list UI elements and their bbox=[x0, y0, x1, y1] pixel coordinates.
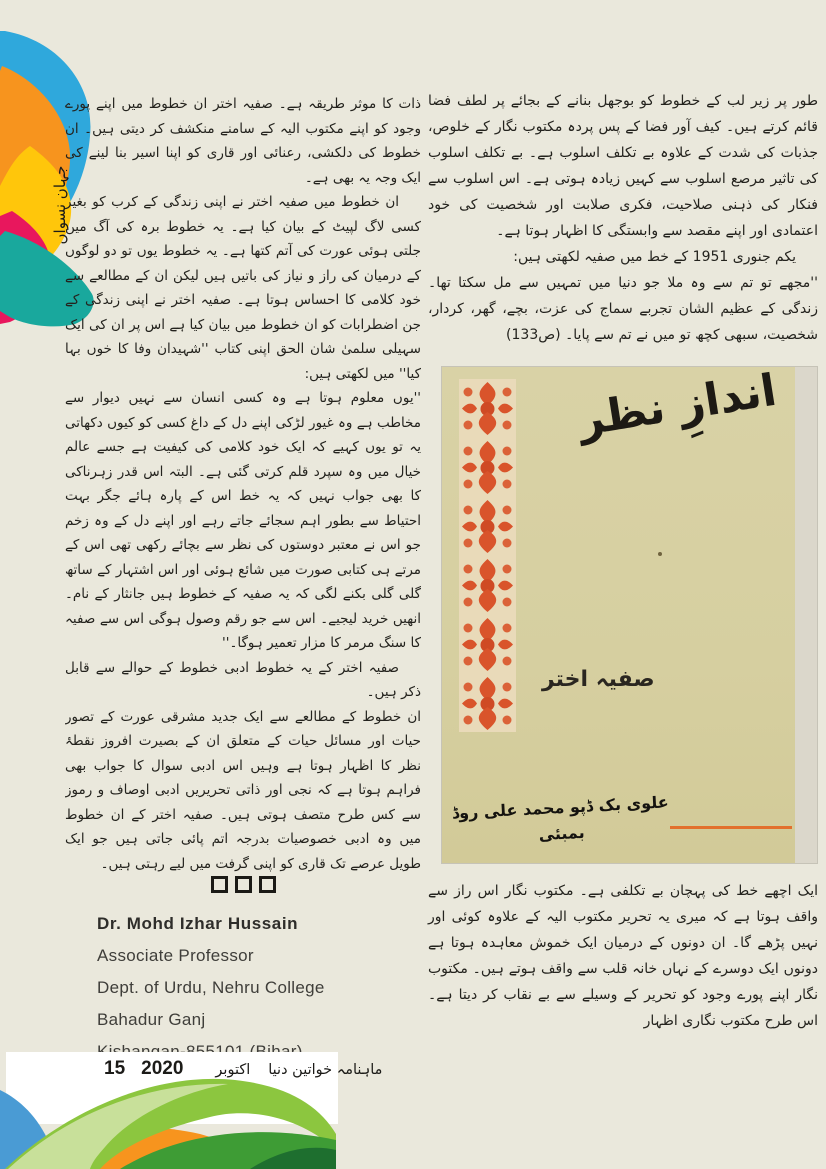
author-credit-block bbox=[97, 908, 325, 1068]
author-designation: Associate Professor bbox=[97, 946, 254, 965]
book-title-calligraphy: اندازِ نظر bbox=[574, 364, 780, 447]
blockquote-salma: ''یوں معلوم ہوتا ہے وہ کسی انسان سے نہیں دیوار سے مخاطب ہے وہ غیور لڑکی اپنے دل کے داغ کسی کو کیوں دکھاتی یہ تو یوں کہیے کہ ایک خود کلامی کی کیفیت ہے جسے عالم خیال میں وہ سپرد قلم کرتی گئی ہے۔ البتہ اس قدر زہرناکی کا بھی جواب نہیں کہ یہ خط اس کے پارہ ہائے جگر بہت احتیاط سے بطور اہم سجائے جاتے رہے اور اپنے دل کے وہ زخم جو اس نے معتبر دوستوں کی نظر سے بچائے رکھی تھی اس کے مرتے ہی کتابی صورت میں شائع ہوئی اور اس اشتہار کے ساتھ گلی گلی بکنے لگی کہ یہ صفیہ کے خطوط ہیں جانثار کے نام۔ انھیں خرید لیجیے۔ اس سے جو رقم وصول ہوگی اس سے صفیہ کا سنگ مرمر کا مزار تعمیر ہوگا۔'' bbox=[65, 390, 421, 651]
paragraph-style: طور پر زیر لب کے خطوط کو بوجھل بنانے کے بجائے پر لطف فضا قائم کرتے ہیں۔ کیف آور فضا کے پس پردہ مکتوب نگار کے خلوص، جذبات کی شدت کے علاوہ بے تکلف اسلوب ہے۔ بے تکلف اسلوب کی تاثیر مرصع اسلوب سے کہیں زیادہ ہوتی ہے۔ اس اسلوب سے فنکار کی ذہنی صلاحیت، فکری صلابت اور شخصیت کی خود اعتمادی اور اپنے مقصد سے وابستگی کا اظہار ہوتا ہے۔ bbox=[428, 93, 818, 239]
paragraph-closing: ایک اچھے خط کی پہچان بے تکلفی ہے۔ مکتوب نگار اس راز سے واقف ہوتا ہے کہ میری یہ تحریر مکتوب الیہ کے علاوہ کوئی اور نہیں پڑھے گا۔ ان دونوں کے درمیان ایک خموش معاہدہ ہوتا ہے دونوں ایک دوسرے کے نہاں خانہ قلب سے واقف ہوتے ہیں۔ مکتوب نگار اپنے پورے وجود کو تحریر کے وسیلے سے بے نقاب کر دیتا ہے۔ اس طرح مکتوب نگاری اظہار bbox=[428, 883, 818, 1029]
floral-border-ornament bbox=[459, 379, 516, 732]
square-icon bbox=[211, 876, 228, 893]
quote-intro-line: یکم جنوری 1951 کے خط میں صفیہ لکھتی ہیں: bbox=[513, 249, 796, 265]
publisher-rule bbox=[670, 826, 792, 829]
magazine-vertical-masthead: جہان نسواں bbox=[51, 165, 69, 245]
author-area: Bahadur Ganj bbox=[97, 1010, 206, 1029]
footer bbox=[104, 1058, 382, 1080]
swoosh-graphic bbox=[0, 1072, 336, 1169]
author-department: Dept. of Urdu, Nehru College bbox=[97, 978, 325, 997]
page-number: 15 bbox=[104, 1058, 126, 1079]
scan-speck bbox=[658, 552, 662, 556]
right-column bbox=[428, 88, 818, 1034]
book-cover bbox=[442, 364, 795, 863]
blockquote-1951: ''مجھے تو تم سے وہ ملا جو دنیا میں تمہیں سے مل سکتا تھا۔ زندگی کے عظیم الشان تجربے سماج کی عزت، بچے، گھر، کردار، شخصیت، سبھی کچھ تو میں نے تم سے پایا۔ (ص133) bbox=[428, 275, 818, 343]
footer-magazine-name: ماہنامہ خواتین دنیا bbox=[268, 1062, 383, 1078]
paragraph-literary: صفیہ اختر کے یہ خطوط ادبی خطوط کے حوالے سے قابل ذکر ہیں۔ bbox=[65, 659, 421, 700]
footer-year: 2020 bbox=[141, 1058, 184, 1079]
paragraph-letters: ان خطوط میں صفیہ اختر نے اپنی زندگی کے کرب کو بغیر کسی لاگ لپیٹ کے بیان کیا ہے۔ یہ خطوط برہ کی آگ میں جلتی ہوئی عورت کی آتم کتھا ہے۔ یہ خطوط یوں تو دو لوگوں کے درمیان کی راز و نیاز کی باتیں ہیں لیکن ان کے مطالعے سے خود کلامی کا احساس ہوتا ہے۔ صفیہ اختر نے اپنی زندگی کے جن اضطرابات کو ان خطوط میں بیان کیا ہے اس پر ان کی ایک سہیلی سلمیٰ شان الحق اپنی کتاب ''شہیدان وفا کا خوں بہا کیا'' میں لکھتی ہیں: bbox=[65, 194, 421, 382]
paragraph-study: ان خطوط کے مطالعے سے ایک جدید مشرقی عورت کے تصور حیات اور مسائل حیات کے متعلق ان کے بصیرت افروز نقطۂ نظر کا اظہار ہوتا ہے وہیں اس ادبی سوال کا جواب بھی فراہم ہوتا ہے کہ نجی اور ذاتی تحریریں ادبی اوصاف و رموز سے کس طرح متصف ہوتی ہیں۔ صفیہ اختر کے ان خطوط میں وہ ادبی خصوصیات بدرجہ اتم پائی جاتی ہیں جو ایک طویل عرصے تک قاری کو اپنی گرفت میں لیے رہتی ہیں۔ bbox=[65, 708, 421, 872]
square-icon bbox=[259, 876, 276, 893]
book-publisher-line: علوی بک ڈپو محمد علی روڈ بمبئی bbox=[451, 792, 670, 845]
left-column bbox=[65, 92, 421, 876]
square-icon bbox=[235, 876, 252, 893]
footer-month: اکتوبر bbox=[215, 1062, 251, 1078]
section-end-squares bbox=[65, 876, 421, 893]
book-author-name: صفیہ اختر bbox=[542, 667, 655, 692]
book-cover-figure bbox=[441, 366, 818, 864]
author-name: Dr. Mohd Izhar Hussain bbox=[97, 914, 299, 933]
paragraph-continuation: ذات کا موثر طریقہ ہے۔ صفیہ اختر ان خطوط میں اپنے پورے وجود کو اپنے مکتوب الیہ کے سامنے منکشف کر دیتی ہیں۔ ان خطوط کی دلکشی، رعنائی اور قاری کو اپنا اسیر بنا لینے کی ایک وجہ یہ بھی ہے۔ bbox=[65, 96, 421, 186]
